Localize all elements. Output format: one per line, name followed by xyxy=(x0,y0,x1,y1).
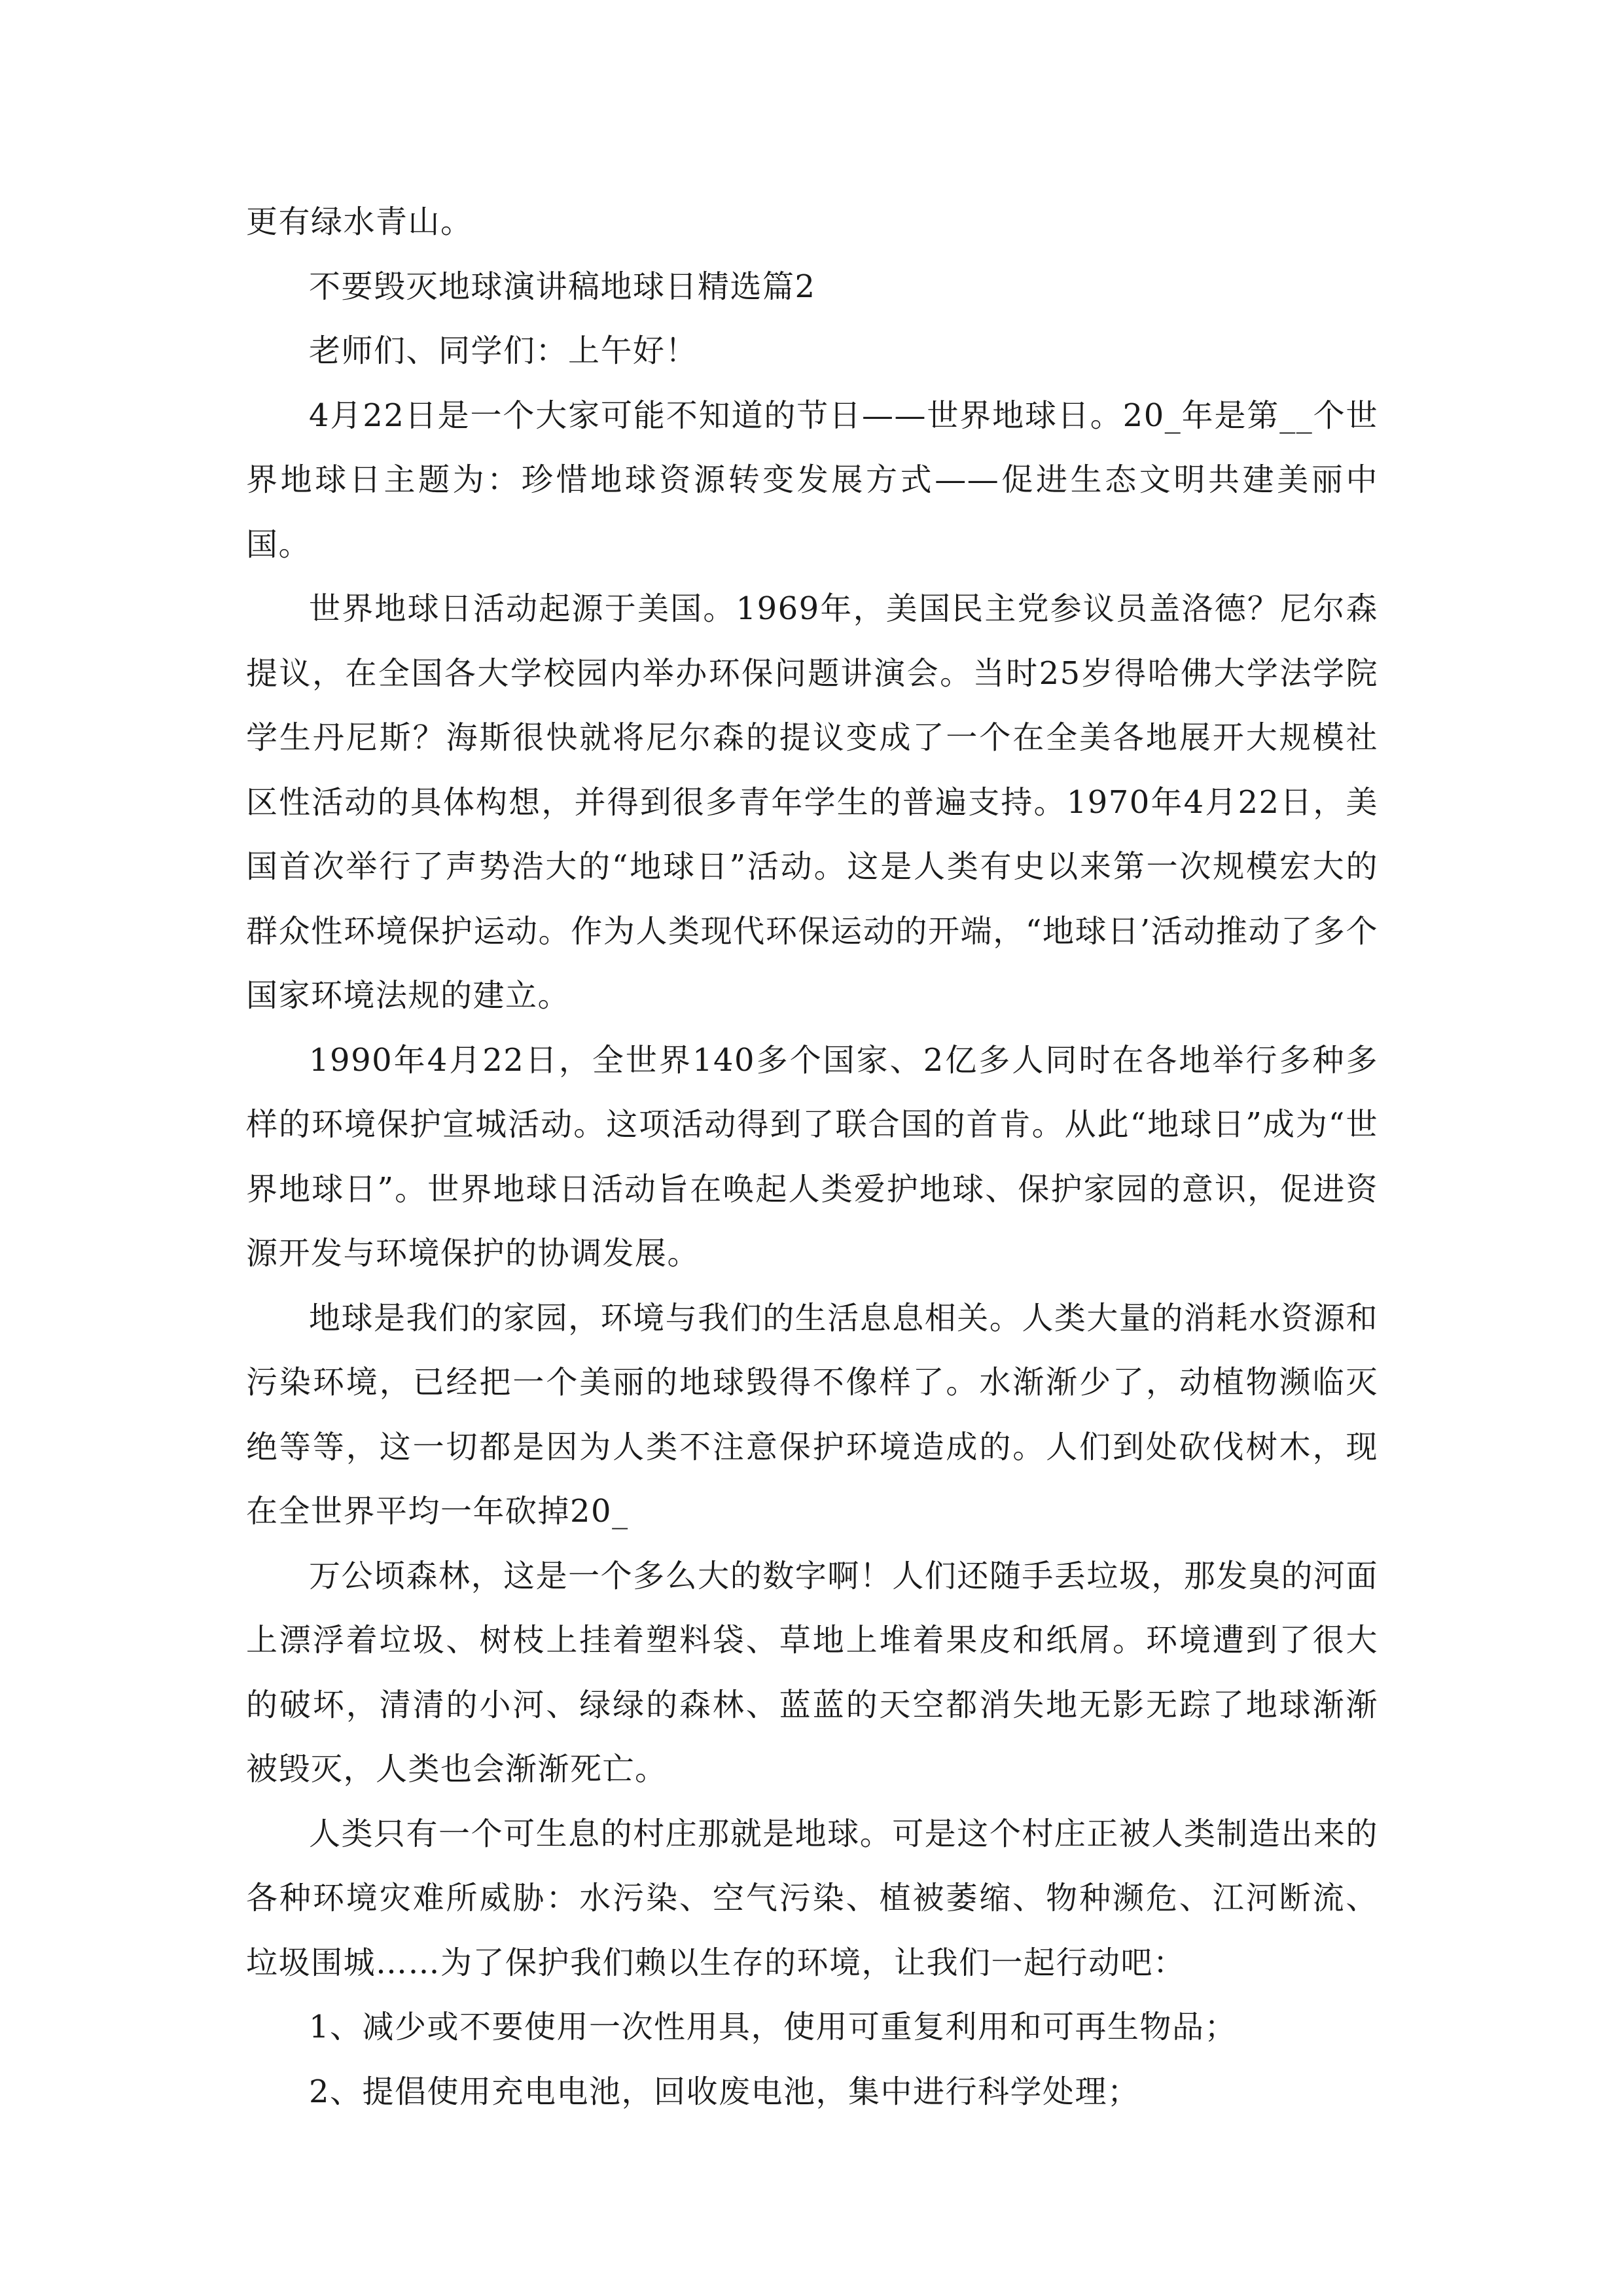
list-item: 1、减少或不要使用一次性用具，使用可重复利用和可再生物品； xyxy=(309,2009,1238,2045)
paragraph-continuation: 更有绿水青山。 xyxy=(246,204,473,240)
paragraph: 万公顷森林，这是一个多么大的数字啊！人们还随手丢垃圾，那发臭的河面上漂浮着垃圾、树枝上挂着塑料袋、草地上堆着果皮和纸屑。环境遭到了很大的破坏，清清的小河、绿绿的森林、蓝蓝的天空都消失地无影无踪了地球渐渐被毁灭，人类也会渐渐死亡。 xyxy=(246,1557,1378,1787)
list-item: 2、提倡使用充电电池，回收废电池，集中进行科学处理； xyxy=(309,2073,1140,2110)
paragraph: 人类只有一个可生息的村庄那就是地球。可是这个村庄正被人类制造出来的各种环境灾难所威胁：水污染、空气污染、植被萎缩、物种濒危、江河断流、垃圾围城……为了保护我们赖以生存的环境，让我们一起行动吧： xyxy=(246,1815,1378,1981)
paragraph: 4月22日是一个大家可能不知道的节日——世界地球日。20_年是第__个世界地球日主题为：珍惜地球资源转变发展方式——促进生态文明共建美丽中国。 xyxy=(246,397,1378,563)
section-heading: 不要毁灭地球演讲稿地球日精选篇2 xyxy=(309,268,816,305)
document-body xyxy=(246,190,1378,2124)
greeting: 老师们、同学们：上午好！ xyxy=(309,332,698,369)
paragraph: 地球是我们的家园，环境与我们的生活息息相关。人类大量的消耗水资源和污染环境，已经把一个美丽的地球毁得不像样了。水渐渐少了，动植物濒临灭绝等等，这一切都是因为人类不注意保护环境造成的。人们到处砍伐树木，现在全世界平均一年砍掉20_ xyxy=(246,1299,1378,1530)
paragraph: 世界地球日活动起源于美国。1969年，美国民主党参议员盖洛德？尼尔森提议，在全国各大学校园内举办环保问题讲演会。当时25岁得哈佛大学法学院学生丹尼斯？海斯很快就将尼尔森的提议变成了一个在全美各地展开大规模社区性活动的具体构想，并得到很多青年学生的普遍支持。1970年4月22日，美国首次举行了声势浩大的“地球日”活动。这是人类有史以来第一次规模宏大的群众性环境保护运动。作为人类现代环保运动的开端，“地球日’活动推动了多个国家环境法规的建立。 xyxy=(246,590,1378,1014)
paragraph: 1990年4月22日，全世界140多个国家、2亿多人同时在各地举行多种多样的环境保护宣城活动。这项活动得到了联合国的首肯。从此“地球日”成为“世界地球日”。世界地球日活动旨在唤起人类爱护地球、保护家园的意识，促进资源开发与环境保护的协调发展。 xyxy=(246,1041,1378,1272)
